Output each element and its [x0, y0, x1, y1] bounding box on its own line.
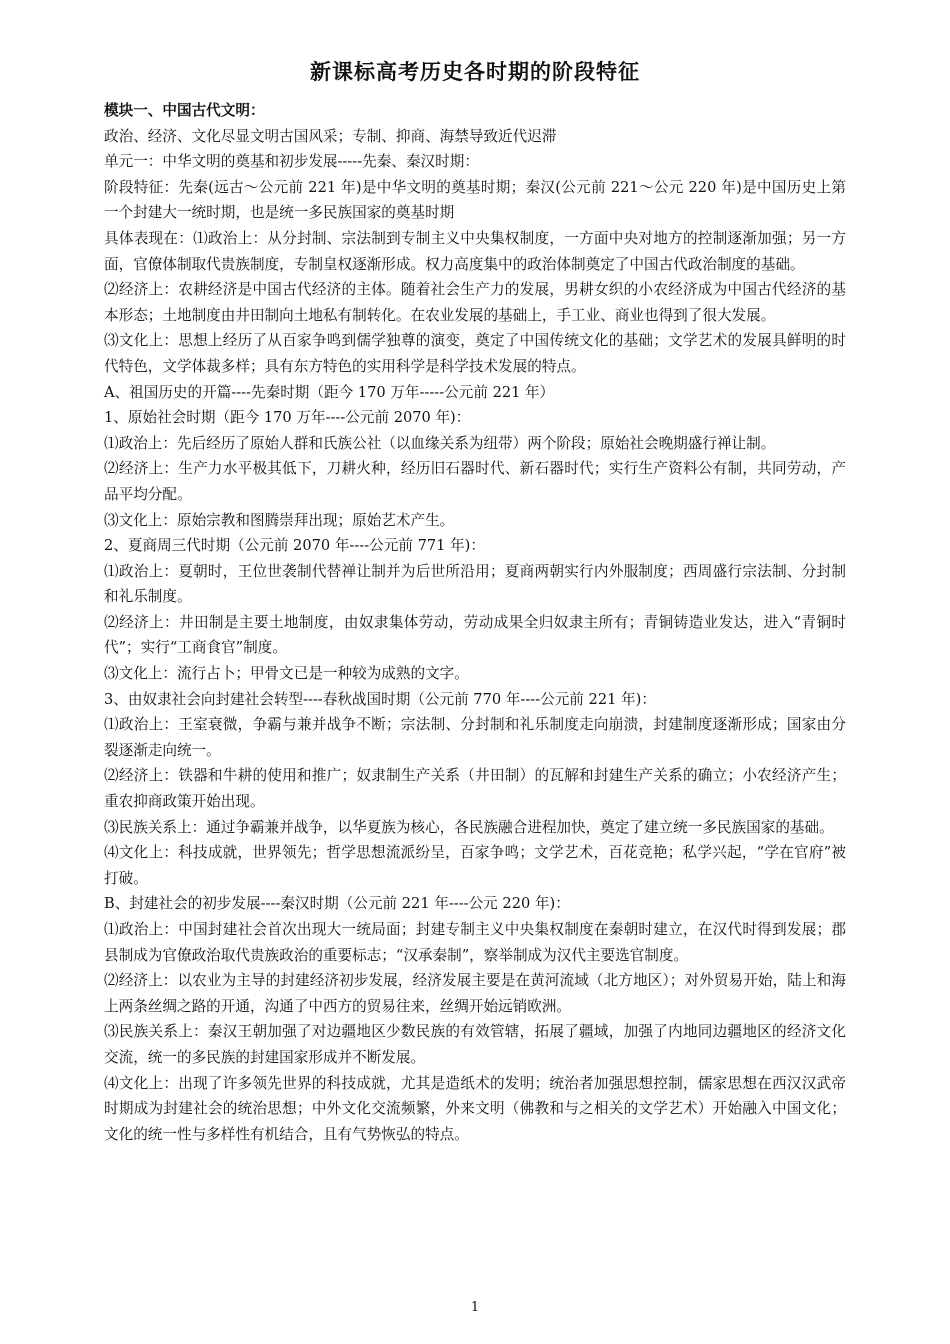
paragraph-politics: 具体表现在：⑴政治上：从分封制、宗法制到专制主义中央集权制度，一方面中央对地方的控制逐渐加强；另一方面，官僚体制取代贵族制度，专制皇权逐渐形成。权力高度集中的政治体制奠定了中国古代政治制度的基础。 [104, 229, 846, 273]
stage-characteristics: 阶段特征：先秦(远古～公元前 221 年)是中华文明的奠基时期；秦汉(公元前 221～公元 220 年)是中国历史上第一个封建大一统时期，也是统一多民族国家的奠基时期 [104, 178, 846, 222]
paragraph: ⑴政治上：夏朝时，王位世袭制代替禅让制并为后世所沿用；夏商两朝实行内外服制度；西周盛行宗法制、分封制和礼乐制度。 [104, 562, 846, 606]
paragraph: ⑴政治上：王室衰微，争霸与兼并战争不断；宗法制、分封制和礼乐制度走向崩溃，封建制度逐渐形成；国家由分裂逐渐走向统一。 [104, 716, 846, 759]
paragraph: ⑶文化上：原始宗教和图腾崇拜出现；原始艺术产生。 [104, 511, 455, 529]
paragraph: ⑷文化上：科技成就，世界领先；哲学思想流派纷呈，百家争鸣；文学艺术，百花竞艳；私学兴起，“学在官府”被打破。 [104, 844, 846, 887]
document-body [104, 98, 846, 1147]
paragraph: ⑶民族关系上：秦汉王朝加强了对边疆地区少数民族的有效管辖，拓展了疆域，加强了内地同边疆地区的经济文化交流，统一的多民族的封建国家形成并不断发展。 [104, 1023, 846, 1066]
paragraph: ⑶文化上：流行占卜；甲骨文已是一种较为成熟的文字。 [104, 665, 469, 683]
subsection-heading-1: 1、原始社会时期（距今 170 万年----公元前 2070 年)： [104, 409, 471, 427]
subsection-heading-2: 2、夏商周三代时期（公元前 2070 年----公元前 771 年)： [104, 537, 485, 555]
paragraph: ⑴政治上：中国封建社会首次出现大一统局面；封建专制主义中央集权制度在秦朝时建立，在汉代时得到发展；郡县制成为官僚政治取代贵族政治的重要标志；“汉承秦制”，察举制成为汉代主要选官制度。 [104, 921, 846, 964]
module-summary: 政治、经济、文化尽显文明古国风采；专制、抑商、海禁导致近代迟滞 [104, 127, 557, 145]
paragraph-economy: ⑵经济上：农耕经济是中国古代经济的主体。随着社会生产力的发展，男耕女织的小农经济成为中国古代经济的基本形态；土地制度由井田制向土地私有制转化。在农业发展的基础上，手工业、商业也得到了很大发展。 [104, 281, 846, 324]
page-number: 1 [470, 1300, 480, 1315]
paragraph: ⑷文化上：出现了许多领先世界的科技成就，尤其是造纸术的发明；统治者加强思想控制，儒家思想在西汉汉武帝时期成为封建社会的统治思想；中外文化交流频繁，外来文明（佛教和与之相关的文学艺术）开始融入中国文化；文化的统一性与多样性有机结合，且有气势恢弘的特点。 [104, 1074, 846, 1143]
module-heading: 模块一、中国古代文明： [104, 102, 265, 119]
paragraph-culture: ⑶文化上：思想上经历了从百家争鸣到儒学独尊的演变，奠定了中国传统文化的基础；文学艺术的发展具鲜明的时代特色，文学体裁多样；具有东方特色的实用科学是科学技术发展的特点。 [104, 332, 846, 375]
section-heading-a: A、祖国历史的开篇----先秦时期（距今 170 万年-----公元前 221 年） [104, 383, 555, 401]
paragraph: ⑵经济上：井田制是主要土地制度，由奴隶集体劳动，劳动成果全归奴隶主所有；青铜铸造业发达，进入“青铜时代”；实行“工商食官”制度。 [104, 613, 846, 657]
subsection-heading-3: 3、由奴隶社会向封建社会转型----春秋战国时期（公元前 770 年----公元前 221 年)： [104, 690, 656, 708]
document-title: 新课标高考历史各时期的阶段特征 [310, 60, 640, 84]
paragraph: ⑵经济上：以农业为主导的封建经济初步发展，经济发展主要是在黄河流域（北方地区）；对外贸易开始，陆上和海上两条丝绸之路的开通，沟通了中西方的贸易往来，丝绸开始远销欧洲。 [104, 972, 846, 1015]
paragraph: ⑵经济上：铁器和牛耕的使用和推广；奴隶制生产关系（井田制）的瓦解和封建生产关系的确立；小农经济产生；重农抑商政策开始出现。 [104, 767, 846, 811]
paragraph: ⑵经济上：生产力水平极其低下，刀耕火种，经历旧石器时代、新石器时代；实行生产资料公有制，共同劳动，产品平均分配。 [104, 460, 846, 503]
paragraph: ⑴政治上：先后经历了原始人群和氏族公社（以血缘关系为纽带）两个阶段；原始社会晚期盛行禅让制。 [104, 434, 776, 452]
section-heading-b: B、封建社会的初步发展----秦汉时期（公元前 221 年----公元 220 年)： [104, 895, 570, 913]
unit-heading: 单元一：中华文明的奠基和初步发展-----先秦、秦汉时期： [104, 153, 479, 171]
paragraph: ⑶民族关系上：通过争霸兼并战争，以华夏族为核心，各民族融合进程加快，奠定了建立统一多民族国家的基础。 [104, 818, 834, 836]
